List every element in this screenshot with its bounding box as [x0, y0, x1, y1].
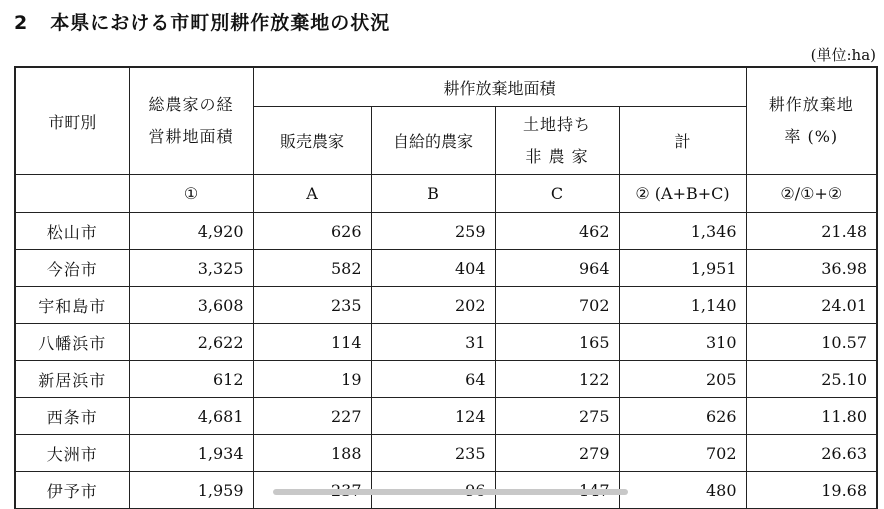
row-rate: 24.01 — [746, 287, 877, 324]
row-rate: 19.68 — [746, 472, 877, 509]
row-area: 3,325 — [129, 250, 253, 287]
row-sales: 582 — [253, 250, 371, 287]
header-municipality: 市町別 — [15, 67, 129, 175]
row-land-owners: 462 — [495, 213, 619, 250]
row-total: 1,951 — [619, 250, 746, 287]
row-rate: 25.10 — [746, 361, 877, 398]
header-key-rate: ②/①+② — [746, 175, 877, 213]
row-municipality: 大洲市 — [15, 435, 129, 472]
horizontal-scrollbar[interactable] — [273, 489, 628, 495]
header-sales-farms: 販売農家 — [253, 107, 371, 175]
row-rate: 10.57 — [746, 324, 877, 361]
header-total-area-line2: 営耕地面積 — [148, 127, 234, 146]
row-rate: 21.48 — [746, 213, 877, 250]
header-key-2: ② (A+B+C) — [619, 175, 746, 213]
row-land-owners: 964 — [495, 250, 619, 287]
row-municipality: 伊予市 — [15, 472, 129, 509]
header-land-owners-line1: 土地持ち — [522, 114, 591, 134]
row-municipality: 八幡浜市 — [15, 324, 129, 361]
row-municipality: 西条市 — [15, 398, 129, 435]
row-land-owners: 122 — [495, 361, 619, 398]
table-row — [15, 287, 877, 324]
row-self-sufficient: 259 — [371, 213, 495, 250]
row-area: 1,934 — [129, 435, 253, 472]
header-self-sufficient-farms: 自給的農家 — [371, 107, 495, 175]
row-municipality: 今治市 — [15, 250, 129, 287]
row-total: 702 — [619, 435, 746, 472]
row-land-owners: 275 — [495, 398, 619, 435]
header-rate-line1: 耕作放棄地 — [768, 95, 854, 114]
header-key-c: C — [495, 175, 619, 213]
row-sales: 626 — [253, 213, 371, 250]
header-total: 計 — [619, 107, 746, 175]
row-rate: 11.80 — [746, 398, 877, 435]
header-key-1: ① — [129, 175, 253, 213]
header-land-owners — [495, 107, 619, 175]
row-area: 3,608 — [129, 287, 253, 324]
row-municipality: 宇和島市 — [15, 287, 129, 324]
table-row — [15, 398, 877, 435]
row-rate: 36.98 — [746, 250, 877, 287]
row-sales: 19 — [253, 361, 371, 398]
row-self-sufficient: 235 — [371, 435, 495, 472]
table-row — [15, 361, 877, 398]
section-title: 本県における市町別耕作放棄地の状況 — [50, 12, 391, 34]
row-area: 612 — [129, 361, 253, 398]
table-row — [15, 435, 877, 472]
row-land-owners: 279 — [495, 435, 619, 472]
row-area: 2,622 — [129, 324, 253, 361]
row-municipality: 松山市 — [15, 213, 129, 250]
row-area: 4,681 — [129, 398, 253, 435]
row-total: 310 — [619, 324, 746, 361]
page-title — [14, 8, 390, 35]
header-land-owners-line2: 非 農 家 — [525, 146, 589, 166]
row-municipality: 新居浜市 — [15, 361, 129, 398]
table-row — [15, 213, 877, 250]
header-abandonment-rate — [746, 67, 877, 175]
header-key-a: A — [253, 175, 371, 213]
row-total: 1,140 — [619, 287, 746, 324]
row-total: 626 — [619, 398, 746, 435]
table-row — [15, 324, 877, 361]
row-sales: 227 — [253, 398, 371, 435]
row-total: 205 — [619, 361, 746, 398]
row-sales: 114 — [253, 324, 371, 361]
header-key-b: B — [371, 175, 495, 213]
row-sales: 188 — [253, 435, 371, 472]
unit-label: (単位:ha) — [810, 46, 876, 64]
header-total-area — [129, 67, 253, 175]
row-rate: 26.63 — [746, 435, 877, 472]
row-self-sufficient: 64 — [371, 361, 495, 398]
row-land-owners: 702 — [495, 287, 619, 324]
table-row — [15, 250, 877, 287]
header-abandoned-area: 耕作放棄地面積 — [253, 67, 746, 107]
row-self-sufficient: 404 — [371, 250, 495, 287]
row-total: 1,346 — [619, 213, 746, 250]
header-total-area-line1: 総農家の経 — [148, 95, 234, 114]
header-rate-line2: 率 (%) — [784, 127, 839, 146]
row-area: 1,959 — [129, 472, 253, 509]
header-key-empty — [15, 175, 129, 213]
row-area: 4,920 — [129, 213, 253, 250]
row-land-owners: 165 — [495, 324, 619, 361]
row-total: 480 — [619, 472, 746, 509]
abandoned-farmland-table — [14, 66, 878, 509]
section-number: 2 — [14, 12, 29, 34]
row-self-sufficient: 31 — [371, 324, 495, 361]
row-sales: 235 — [253, 287, 371, 324]
row-self-sufficient: 124 — [371, 398, 495, 435]
row-self-sufficient: 202 — [371, 287, 495, 324]
